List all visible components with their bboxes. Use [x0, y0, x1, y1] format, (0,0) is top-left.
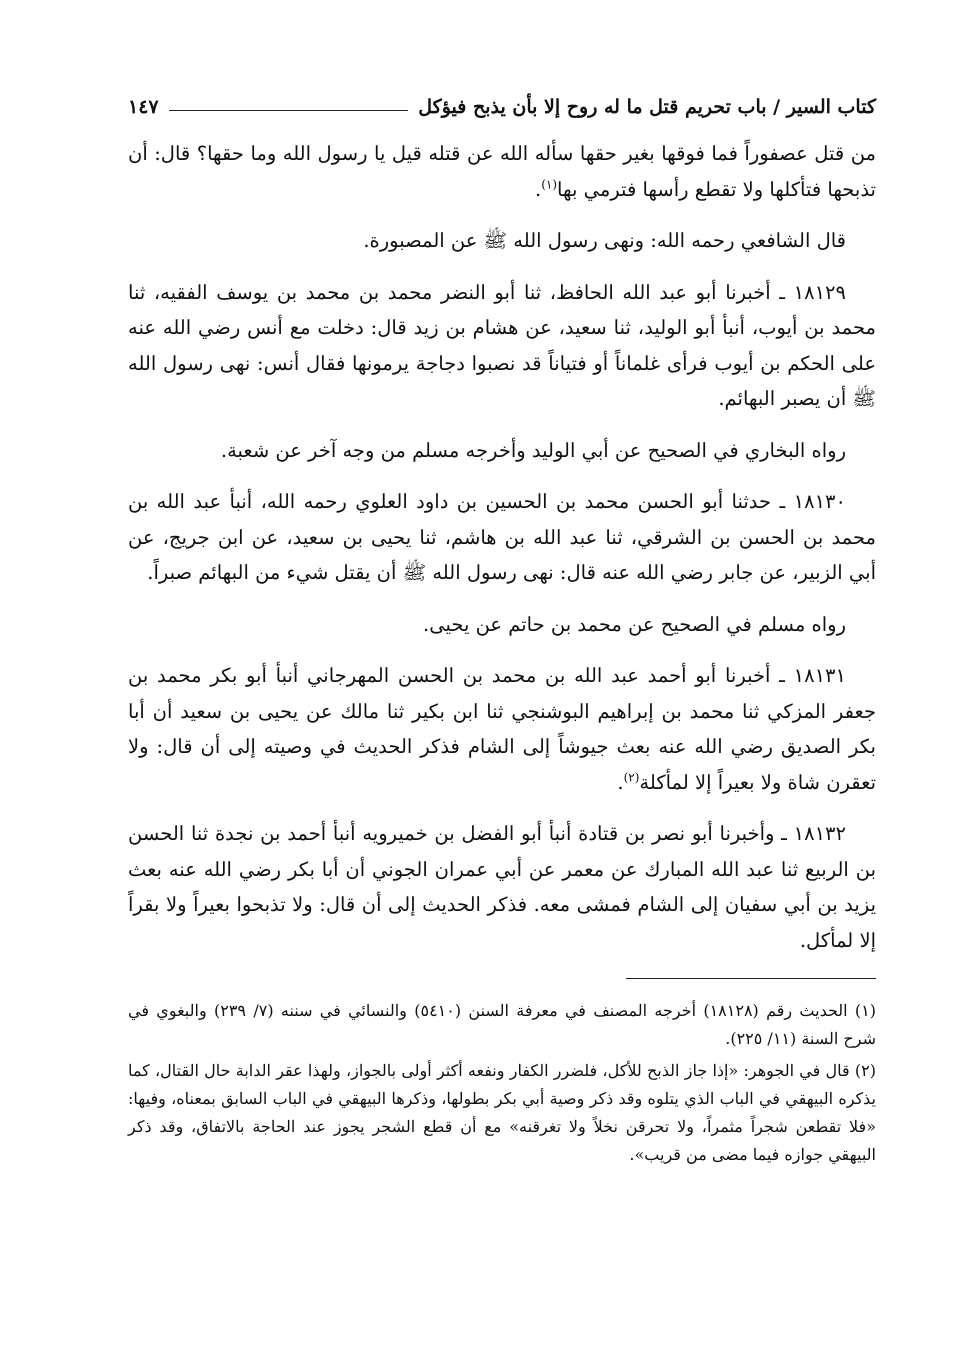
- chapter-title: كتاب السير / باب تحريم قتل ما له روح إلا بأن يذبح فيؤكل: [418, 96, 876, 118]
- paragraph-continuation: من قتل عصفوراً فما فوقها بغير حقها سأله الله عن قتله قيل يا رسول الله وما حقها؟ قال: أن تذبحها فتأكلها ولا تقطع رأسها فترمي بها$^{(١)}$.: [128, 142, 876, 201]
- hadith-18132: ١٨١٣٢ ـ وأخبرنا أبو نصر بن قتادة أنبأ أبو الفضل بن خميرويه أنبأ أحمد بن نجدة ثنا الحسن بن الربيع ثنا عبد الله المبارك عن معمر عن أبي عمران الجوني أن أبا بكر رضي الله عنه بعث يزيد بن أبي سفيان إلى الشام فمشى معه. فذكر الحديث إلى أن قال: ولا تذبحوا بعيراً ولا بقراً إلا لمأكل.: [128, 822, 876, 952]
- page-number: ١٤٧: [128, 96, 159, 118]
- footnotes: [128, 997, 876, 1169]
- footnote-ref-2: (٢): [623, 770, 640, 784]
- hadith-18129: ١٨١٢٩ ـ أخبرنا أبو عبد الله الحافظ، ثنا أبو النضر محمد بن محمد بن يوسف الفقيه، ثنا محمد بن أيوب، أنبأ أبو الوليد، ثنا سعيد، عن هشام بن زيد قال: دخلت مع أنس رضي الله عنه على الحكم بن أيوب فرأى غلماناً أو فتياناً قد نصبوا دجاجة يرمونها فقال أنس: نهى رسول الله ﷺ أن يصبر البهائم.: [128, 280, 876, 410]
- footnote-1: (١) الحديث رقم (١٨١٢٨) أخرجه المصنف في معرفة السنن (٥٤١٠) والنسائي في سننه (٧/ ٢٣٩) والبغوي في شرح السنة (١١/ ٢٢٥).: [128, 1001, 877, 1048]
- footnote-ref-1: (١): [541, 177, 558, 191]
- paragraph-muslim: رواه مسلم في الصحيح عن محمد بن حاتم عن يحيى.: [423, 612, 846, 636]
- paragraph-shafii: قال الشافعي رحمه الله: ونهى رسول الله ﷺ عن المصبورة.: [363, 229, 846, 252]
- document-page: [128, 78, 876, 1173]
- hadith-18131: ١٨١٣١ ـ أخبرنا أبو أحمد عبد الله بن محمد بن الحسن المهرجاني أنبأ أبو بكر محمد بن جعفر المزكي ثنا محمد بن إبراهيم البوشنجي ثنا ابن بكير ثنا مالك عن يحيى بن سعيد أن أبا بكر الصديق رضي الله عنه بعث جيوشاً إلى الشام فذكر الحديث في وصيته إلى أن قال: ولا تعقرن شاة ولا بعيراً إلا لمأكلة$^{(٢)}$.: [128, 664, 876, 794]
- running-header: [128, 78, 876, 118]
- main-text: [128, 136, 876, 958]
- footnote-2: (٢) قال في الجوهر: «إذا جاز الذبح للأكل، فلضرر الكفار ونفعه أكثر أولى بالجواز، ولهذا عقر الدابة حال القتال، كما يذكره البيهقي في الباب الذي يتلوه وقد ذكر وصية أبي بكر بطولها، وذكرها البيهقي في الباب السابق بمعناه، وفيها: «فلا تقطعن شجراً مثمراً، ولا تحرقن نخلاً ولا تغرقنه» مع أن قطع الشجر يجوز عند الحاجة بالاتفاق، وقد ذكر البيهقي جوازه فيما مضى من قريب».: [128, 1061, 876, 1164]
- paragraph-bukhari: رواه البخاري في الصحيح عن أبي الوليد وأخرجه مسلم من وجه آخر عن شعبة.: [220, 438, 846, 462]
- hadith-18130: ١٨١٣٠ ـ حدثنا أبو الحسن محمد بن الحسين بن داود العلوي رحمه الله، أنبأ عبد الله بن محمد بن الحسن بن الشرقي، ثنا عبد الله بن هاشم، ثنا يحيى بن سعيد، عن ابن جريج، عن أبي الزبير، عن جابر رضي الله عنه قال: نهى رسول الله ﷺ أن يقتل شيء من البهائم صبراً.: [128, 490, 876, 584]
- footnote-divider: [626, 978, 876, 979]
- header-rule: [169, 110, 409, 111]
